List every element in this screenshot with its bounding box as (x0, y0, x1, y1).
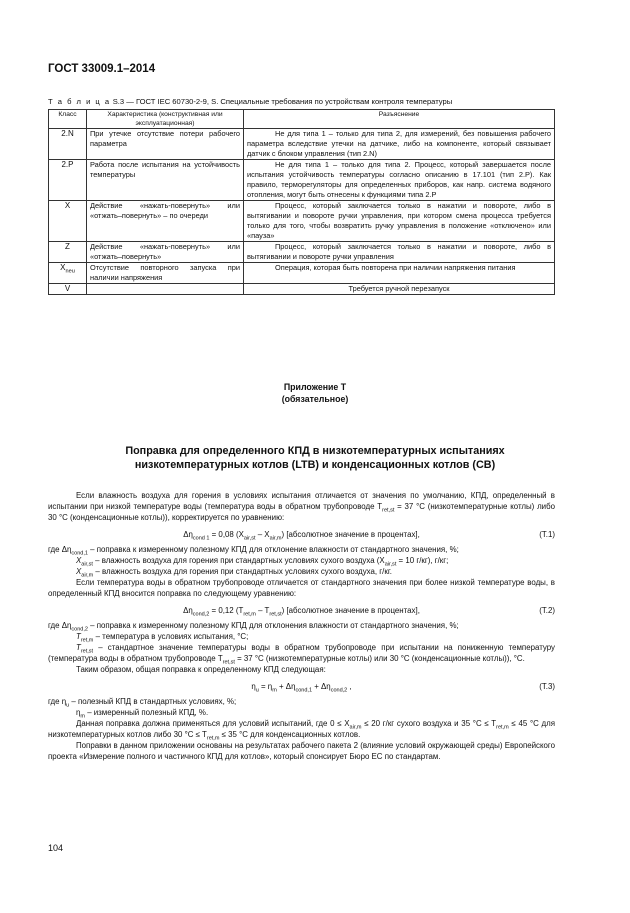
paragraph: $T_{ret,st}$ – стандартное значение температуры воды в обратном трубопроводе при испытании на пониженную температуру (температура воды в обратном трубопроводе $T_{ret,st} = 37$ °C (низкотемпературные котлы) или 30 °C (конденсационные котлы)), °C. (48, 643, 555, 666)
equation-number: (T.3) (539, 682, 555, 691)
section-title: Поправка для определенного КПД в низкотемпературных испытаниях низкотемпературных котлов (LTB) и конденсационных котлов (CB) (125, 445, 505, 471)
paragraph: где $\Delta\eta_{cond,2}$ – поправка к измеренному полезному КПД для отклонения влажности от стандартного значения, %; (48, 621, 459, 633)
cell-characteristic: При утечке отсутствие потери рабочего параметра (87, 129, 244, 160)
cell-class: Z (49, 242, 87, 263)
paragraph: Если влажность воздуха для горения в условиях испытания отличается от значения по умолчанию, КПД, определенный в испытании при низкой температуре воды (температура воды в обратном трубопроводе $T_{ret,st} = 37$ °C (низкотемпературные котлы) либо 30 °C (конденсационные котлы)), корректируется по уравнению: (48, 491, 555, 522)
cell-explanation: Не для типа 1 – только для типа 2. Процесс, который завершается после испытания устойчивость температуры согласно описанию в 17.101 (тип 2.P). Как правило, терморегуляторы для определенных приборов, как напр. система водяного отопления, могут быть отнесены к функциями типа 2.P (244, 160, 555, 201)
paragraph: $T_{ret,m}$ – температура в условиях испытания, °C; (76, 632, 249, 644)
table-row (49, 263, 555, 284)
table-row (49, 160, 555, 201)
equation-number: (T.2) (539, 606, 555, 615)
paragraph: где $\Delta\eta_{cond,1}$ – поправка к измеренному полезному КПД для отклонение влажности от стандартного значения, %; (48, 545, 459, 557)
cell-characteristic: Действие «нажать-повернуть» или «отжать–повернуть» (87, 242, 244, 263)
page-number: 104 (48, 843, 64, 853)
equation-t2: $\Delta\eta_{cond,2} = 0,12$ $(T_{ret,m} - T_{ret,st})$ [абсолютное значение в процентах], (T.2) (183, 606, 555, 618)
col-header-characteristic: Характеристика (конструктивная или эксплуатационная) (87, 110, 244, 129)
paragraph: Данная поправка должна применяться для условий испытаний, где $0 \le X_{air,m} \le 20$ г/кг сухого воздуха и 35 $^\circ C \le T_{ret,m} \le 45$ °C для низкотемпературных котлов либо 30 $^\circ C \le T_{ret,m} \le 35$ °C для конденсационных котлов. (48, 719, 555, 742)
paragraph: $X_{air,st}$ – влажность воздуха для горения при стандартных условиях сухого воздуха ($X_{air,st} = 10$ г/кг), г/кг; (76, 556, 449, 568)
paragraph: $\eta_m$ – измеренный полезный КПД, %. (76, 708, 209, 720)
col-header-explanation: Разъяснение (244, 110, 555, 129)
col-header-class: Класс (49, 110, 87, 129)
cell-characteristic: Действие «нажать-повернуть» или «отжать–повернуть» – по очереди (87, 201, 244, 242)
equation-number: (T.1) (539, 530, 555, 539)
paragraph: Поправки в данном приложении основаны на результатах рабочего пакета 2 (влияние условий окружающей среды) Европейского проекта «Измерение полного и частичного КПД для котлов», который спонсирует Бюро ЕС по стандартам. (48, 741, 555, 761)
paragraph: где $\eta_u$ – полезный КПД в стандартных условиях, %; (48, 697, 237, 709)
cell-characteristic: Отсутствие повторного запуска при наличии напряжения (87, 263, 244, 284)
table-header-row (49, 110, 555, 129)
cell-explanation: Требуется ручной перезапуск (244, 284, 555, 295)
equation-t3: $\eta_u = \eta_m + \Delta\eta_{cond,1} + \Delta\eta_{cond,2}$ , (T.3) (251, 682, 555, 694)
table-caption: Т а б л и ц а S.3 — ГОСТ IEC 60730-2-9, S. Специальные требования по устройствам контроля температуры (48, 97, 453, 106)
paragraph: Если температура воды в обратном трубопроводе отличается от стандартного значения при более низкой температуре воды, в определенный КПД вносится поправка по следующему уравнению: (48, 578, 555, 598)
cell-class: 2.P (49, 160, 87, 201)
table-row (49, 129, 555, 160)
table-row (49, 201, 555, 242)
cell-class: $X_{neu}$ (49, 263, 87, 284)
cell-characteristic: Работа после испытания на устойчивость температуры (87, 160, 244, 201)
appendix-note: (обязательное) (281, 394, 349, 404)
equation-t1: $\Delta\eta_{cond 1} = 0,08$ $(X_{air,st} - X_{air,m})$ [абсолютное значение в процентах], (T.1) (183, 530, 555, 542)
body-text (48, 490, 555, 762)
table-row (49, 284, 555, 295)
cell-class: 2.N (49, 129, 87, 160)
cell-explanation: Операция, которая быть повторена при наличии напряжения питания (244, 263, 555, 284)
appendix-title: Приложение Т (283, 382, 347, 392)
cell-explanation: Процесс, который заключается только в нажатии и повороте, либо в вытягивании и повороте ручки управления, при котором смена процесса требуется только для того, чтобы возвратить ручку управления в положение «отключено» или «пауза» (244, 201, 555, 242)
table-row (49, 242, 555, 263)
requirements-table (48, 109, 555, 295)
paragraph: Таким образом, общая поправка к определенному КПД следующая: (76, 665, 326, 674)
cell-explanation: Не для типа 1 – только для типа 2, для измерений, без повышения рабочего параметра вследствие утечки на датчике, либо на компоненте, который связывает датчик с блоком управления (тип 2.N) (244, 129, 555, 160)
cell-characteristic (87, 284, 244, 295)
cell-explanation: Процесс, который заключается только в нажатии и повороте, либо в вытягивании и повороте ручки управления (244, 242, 555, 263)
standard-header: ГОСТ 33009.1–2014 (48, 63, 156, 75)
paragraph: $X_{air,m}$ – влажность воздуха для горения при стандартных условиях сухого воздуха, г/кг. (76, 567, 392, 579)
cell-class: X (49, 201, 87, 242)
cell-class: V (49, 284, 87, 295)
